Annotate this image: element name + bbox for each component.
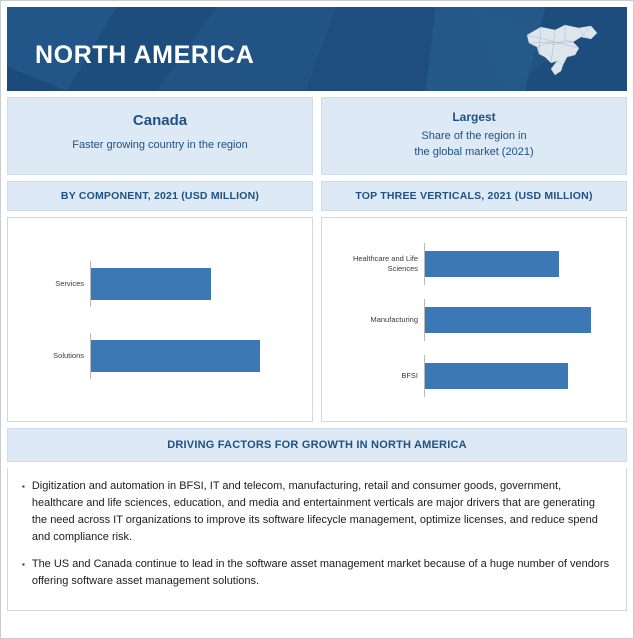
top-verticals-bar-label: Manufacturing [370, 314, 418, 324]
by-component-bar-row [14, 333, 302, 379]
by-component-bar [91, 340, 260, 372]
page-header [7, 7, 627, 91]
top-verticals-bar-row [328, 355, 616, 397]
top-verticals-bar [425, 307, 591, 333]
summary-box-canada-subtitle: Faster growing country in the region [72, 139, 248, 151]
top-verticals-bar-row [328, 243, 616, 285]
by-component-bar-track [90, 333, 302, 379]
bullet-square-icon: ▪ [22, 482, 25, 491]
summary-box-largest-subtitle-line2: the global market (2021) [414, 146, 534, 158]
by-component-bar-label: Services [55, 278, 84, 288]
summary-box-canada [7, 97, 313, 175]
by-component-bar-track [90, 261, 302, 307]
summary-box-largest-title: Largest [452, 110, 496, 124]
driving-factor-text-1: Digitization and automation in BFSI, IT and telecom, manufacturing, retail and consumer goods, government, healthcare and life sciences, education, and media and entertainment verticals are major drivers that are generating the need across IT organizations to improve its software lifecycle management, optimize licenses, and reduce spend and compliance risk. [31, 480, 598, 543]
bullet-square-icon: ▪ [22, 560, 25, 569]
summary-boxes [7, 97, 627, 175]
chart-header-by-component: BY COMPONENT, 2021 (USD MILLION) [7, 181, 313, 211]
top-verticals-bar-track [424, 299, 616, 341]
chart-top-verticals [321, 217, 627, 422]
chart-header-top-verticals: TOP THREE VERTICALS, 2021 (USD MILLION) [321, 181, 627, 211]
summary-box-canada-title: Canada [132, 112, 188, 129]
driving-factors-header: DRIVING FACTORS FOR GROWTH IN NORTH AMERICA [7, 428, 627, 462]
top-verticals-bar [425, 251, 559, 277]
summary-box-largest [321, 97, 627, 175]
chart-headers [7, 181, 627, 211]
driving-factors-body [7, 468, 627, 611]
top-verticals-bar-label: Healthcare and Life Sciences [352, 253, 418, 273]
charts-row [7, 217, 627, 422]
top-verticals-bar-track [424, 355, 616, 397]
by-component-bar [91, 268, 211, 300]
by-component-bar-label: Solutions [53, 350, 84, 360]
driving-factor-text-2: The US and Canada continue to lead in the software asset management market because of a huge number of vendors offering software asset management solutions. [31, 558, 610, 587]
chart-by-component [7, 217, 313, 422]
top-verticals-bar-label: BFSI [401, 370, 418, 380]
north-america-map-icon [521, 21, 601, 79]
by-component-bar-row [14, 261, 302, 307]
summary-box-largest-subtitle-line1: Share of the region in [421, 130, 527, 142]
list-item [22, 478, 612, 546]
top-verticals-bar-track [424, 243, 616, 285]
top-verticals-bar-row [328, 299, 616, 341]
list-item [22, 556, 612, 590]
top-verticals-bar [425, 363, 568, 389]
page-title: NORTH AMERICA [35, 41, 255, 69]
